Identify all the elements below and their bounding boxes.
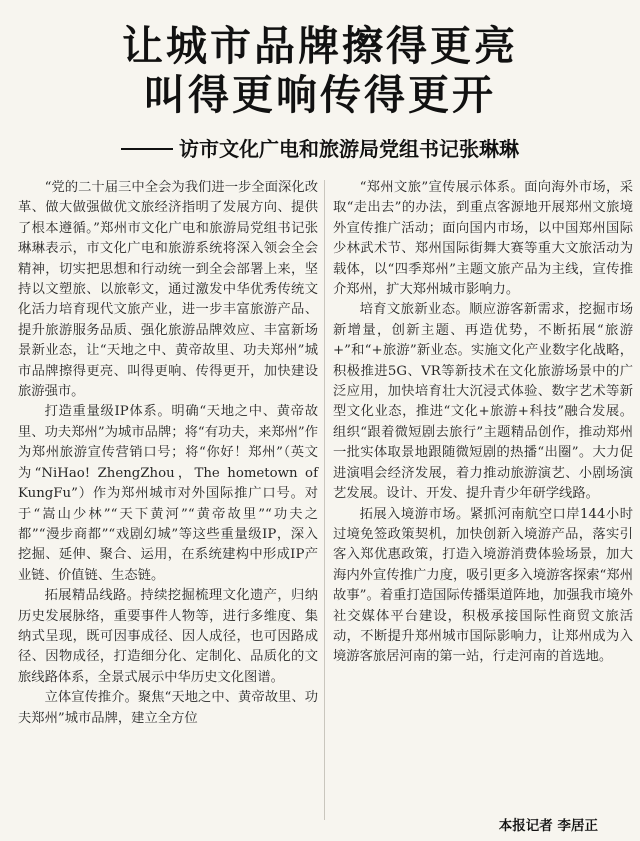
article-column-left <box>18 178 318 729</box>
paragraph: “郑州文旅”宣传展示体系。面向海外市场，采取“走出去”的办法，到重点客源地开展郑州文旅境外宣传推广活动；面向国内市场，以中国郑州国际少林武术节、郑州国际街舞大赛等重大文旅活动为载体，以“四季郑州”主题文旅产品为主线，宣传推介郑州，扩大郑州城市影响力。 <box>333 180 633 298</box>
headline-line-1: 让城市品牌擦得更亮 <box>122 22 518 70</box>
paragraph: 培育文旅新业态。顺应游客新需求，挖掘市场新增量，创新主题、再造优势，不断拓展“旅游+”和“+旅游”新业态。实施文化产业数字化战略，积极推进5G、VR等新技术在文化旅游场景中的广泛应用，加快培育壮大沉浸式体验、数字艺术等新型文化业态，推进“文化+旅游+科技”融合发展。组织“跟着微短剧去旅行”主题精品创作，推动郑州一批实体取景地跟随微短剧的热播“出圈”。大力促进演唱会经济发展，着力推动旅游演艺、小剧场演艺发展。设计、开发、提升青少年研学线路。 <box>333 302 633 502</box>
subtitle <box>0 136 640 162</box>
headline <box>0 22 640 120</box>
column-divider <box>324 180 325 820</box>
paragraph: 立体宣传推介。聚焦“天地之中、黄帝故里、功夫郑州”城市品牌，建立全方位 <box>18 690 318 726</box>
article-column-right <box>333 178 633 668</box>
paragraph: 拓展精品线路。持续挖掘梳理文化遗产，归纳历史发展脉络，重要事件人物等，进行多维度、集纳式呈现，既可因事成径、因人成径，也可因路成径、因物成径，打造细分化、定制化、品质化的文旅线路体系，全景式展示中华历史文化图谱。 <box>18 588 318 685</box>
paragraph: “党的二十届三中全会为我们进一步全面深化改革、做大做强做优文旅经济指明了发展方向、提供了根本遵循。”郑州市文化广电和旅游局党组书记张琳琳表示，市文化广电和旅游系统将深入领会全会精神，切实把思想和行动统一到全会部署上来，坚持以文塑旅、以旅彰文，通过激发中华优秀传统文化活力培育现代文旅产业，进一步丰富旅游产品、提升旅游服务品质、强化旅游品牌效应、丰富新场景新业态，让“天地之中、黄帝故里、功夫郑州”城市品牌擦得更亮、叫得更响、传得更开，加快建设旅游强市。 <box>18 180 318 400</box>
subtitle-text: 访市文化广电和旅游局党组书记张琳琳 <box>179 137 519 161</box>
em-dash-rule <box>121 148 173 150</box>
paragraph: 拓展入境游市场。紧抓河南航空口岸144小时过境免签政策契机，加快创新入境游产品，落实引客入郑优惠政策，打造入境游消费体验场景，加大海内外宣传推广力度，吸引更多入境游客探索“郑州故事”。着重打造国际传播渠道阵地，加强我市境外社交媒体平台建设，积极承接国际性商贸文旅活动，不断提升郑州城市国际影响力，让郑州成为入境游客旅居河南的第一站，行走河南的首选地。 <box>333 506 633 665</box>
byline: 本报记者 李居正 <box>498 818 598 834</box>
paragraph: 打造重量级IP体系。明确“天地之中、黄帝故里、功夫郑州”为城市品牌；将“有功夫，来郑州”作为郑州旅游宣传营销口号；将“你好！郑州”（英文为“NiHao! ZhengZhou，The hometown of KungFu”）作为郑州城市对外国际推广口号。对于“嵩山少林”“天下黄河”“黄帝故里”“功夫之都”“漫步商都”“戏剧幻城”等这些重量级IP，深入挖掘、延伸、聚合、运用，在系统建构中形成IP产业链、价值链、生态链。 <box>18 404 318 583</box>
headline-line-2: 叫得更响传得更开 <box>144 71 496 119</box>
